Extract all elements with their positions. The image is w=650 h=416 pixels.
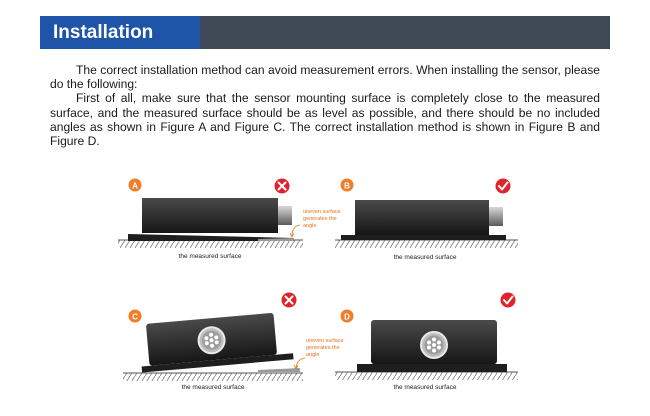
figure-b-surface-label: the measured surface (393, 254, 457, 261)
figure-c-letter: C (132, 312, 138, 322)
figure-a-note-1: uneven surface (303, 209, 341, 215)
figure-c-note-2: generates the (306, 345, 340, 351)
figure-a-note-3: angle (303, 223, 317, 229)
ground-hatch (335, 372, 518, 380)
sensor-nozzle (489, 207, 503, 226)
sensor-tilted (138, 311, 294, 372)
correct-icon (501, 293, 516, 308)
figure-d-surface-label: the measured surface (393, 384, 457, 391)
figure-a (118, 179, 341, 261)
ground-hatch (118, 240, 303, 248)
figure-c-note-3: angle (306, 352, 320, 358)
figure-a-letter: A (132, 181, 138, 191)
figure-d-letter: D (344, 312, 350, 322)
ground-hatch (123, 373, 303, 381)
sensor-body (355, 200, 489, 235)
figure-a-surface-label: the measured surface (178, 253, 242, 260)
sensor-nozzle (278, 206, 292, 225)
paragraph-intro: The correct installation method can avoid measurement errors. When installing the sensor, please do the following: (50, 63, 600, 92)
ground-hatch (335, 240, 518, 248)
connector-icon (197, 326, 225, 354)
figure-d (335, 293, 518, 392)
figure-c (123, 293, 344, 392)
sensor-body (142, 198, 278, 233)
figure-a-note-2: generates the (303, 216, 337, 222)
wrong-icon (275, 179, 290, 194)
section-title: Installation (40, 16, 200, 49)
figure-c-surface-label: the measured surface (181, 384, 245, 391)
sensor-base (357, 364, 507, 372)
figure-b-letter: B (344, 181, 350, 191)
wrong-icon (282, 293, 297, 308)
figure-c-note-1: uneven surface (306, 338, 344, 344)
connector-icon (421, 332, 447, 358)
paragraph-steps: First of all, make sure that the sensor mounting surface is completely close to the measured surface, and the measured surface should be as level as possible, and there should be no included angles as shown in Figure A and Figure C. The correct installation method is shown in Figure B and Figure D. (50, 91, 600, 149)
figure-b (335, 179, 518, 262)
sensor-base (341, 235, 506, 240)
correct-icon (496, 179, 511, 194)
